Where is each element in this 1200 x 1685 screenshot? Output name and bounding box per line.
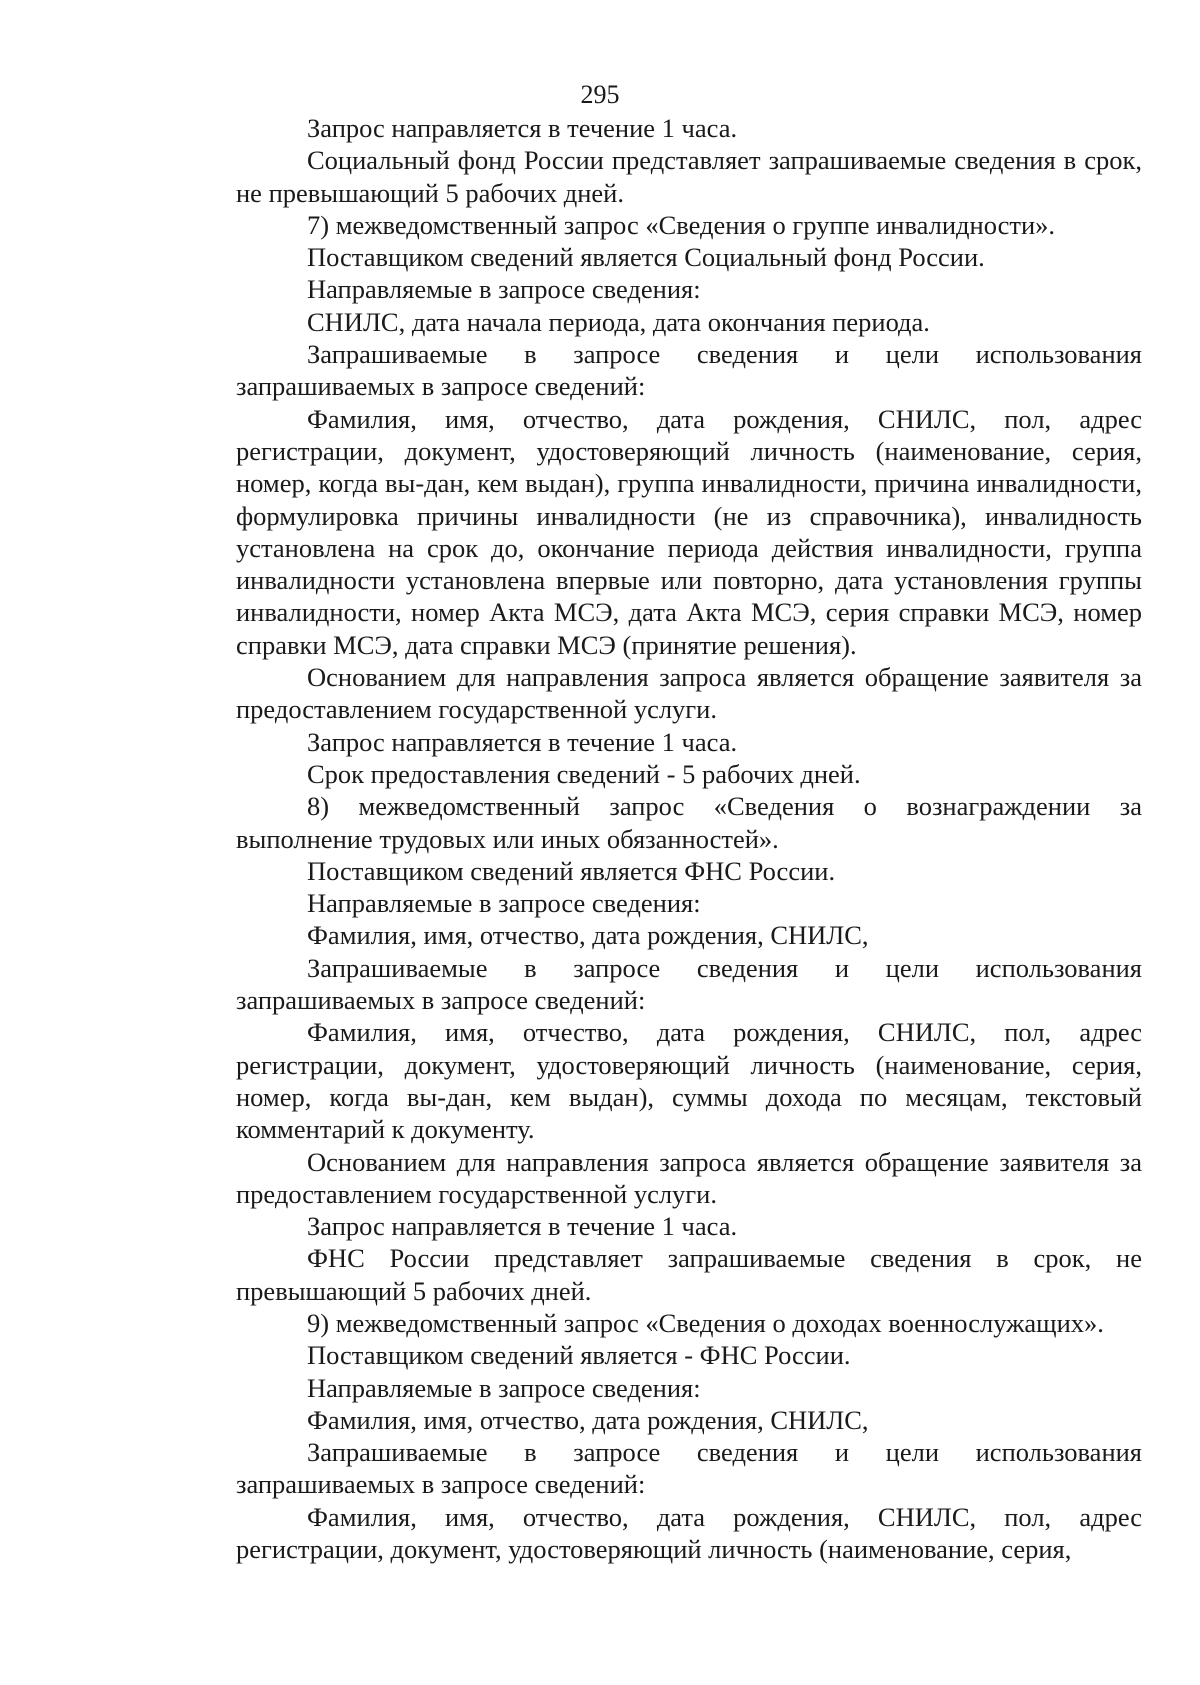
paragraph: СНИЛС, дата начала периода, дата окончания периода. — [307, 306, 930, 337]
page-number: 295 — [580, 80, 620, 109]
paragraph: Фамилия, имя, отчество, дата рождения, СНИЛС, пол, адрес регистрации, документ, удостоверяющий личность (наименование, серия, — [236, 1501, 1142, 1565]
paragraph: Направляемые в запросе сведения: — [307, 888, 701, 919]
paragraph: 9) межведомственный запрос «Сведения о доходах военнослужащих». — [307, 1307, 1104, 1338]
paragraph: Направляемые в запросе сведения: — [307, 1372, 701, 1403]
paragraph: Запрос направляется в течение 1 часа. — [307, 726, 738, 757]
paragraph: 7) межведомственный запрос «Сведения о группе инвалидности». — [307, 209, 1056, 240]
paragraph: Поставщиком сведений является - ФНС России. — [307, 1340, 851, 1371]
document-body — [236, 112, 1142, 1565]
paragraph: Фамилия, имя, отчество, дата рождения, СНИЛС, — [307, 1404, 869, 1435]
paragraph: Срок предоставления сведений - 5 рабочих дней. — [307, 758, 861, 789]
paragraph: Поставщиком сведений является ФНС России. — [307, 855, 836, 886]
paragraph: Фамилия, имя, отчество, дата рождения, СНИЛС, — [307, 920, 869, 951]
paragraph: Основанием для направления запроса является обращение заявителя за предоставлением государственной услуги. — [236, 662, 1142, 725]
paragraph: ФНС России представляет запрашиваемые сведения в срок, не превышающий 5 рабочих дней. — [236, 1243, 1142, 1306]
paragraph: 8) межведомственный запрос «Сведения о вознаграждении за выполнение трудовых или иных обязанностей». — [236, 791, 1142, 854]
paragraph: Фамилия, имя, отчество, дата рождения, СНИЛС, пол, адрес регистрации, документ, удостоверяющий личность (наименование, серия, номер, когда вы-дан, кем выдан), группа инвалидности, причина инвалидности, формулировка причины инвалидности (не из справочника), инвалидность установлена на срок до, окончание периода действия инвалидности, группа инвалидности установлена впервые или повторно, дата установления группы инвалидности, номер Акта МСЭ, дата Акта МСЭ, серия справки МСЭ, номер справки МСЭ, дата справки МСЭ (принятие решения). — [236, 403, 1142, 660]
paragraph: Запрос направляется в течение 1 часа. — [307, 113, 738, 143]
paragraph: Основанием для направления запроса является обращение заявителя за предоставлением государственной услуги. — [236, 1146, 1142, 1209]
paragraph: Фамилия, имя, отчество, дата рождения, СНИЛС, пол, адрес регистрации, документ, удостоверяющий личность (наименование, серия, номер, когда вы-дан, кем выдан), суммы дохода по месяцам, текстовый комментарий к документу. — [236, 1017, 1142, 1145]
paragraph: Социальный фонд России представляет запрашиваемые сведения в срок, не превышающий 5 рабочих дней. — [236, 145, 1142, 208]
paragraph: Поставщиком сведений является Социальный фонд России. — [307, 242, 985, 273]
paragraph: Запрос направляется в течение 1 часа. — [307, 1211, 738, 1242]
paragraph: Запрашиваемые в запросе сведения и цели использования запрашиваемых в запросе сведений: — [236, 339, 1142, 402]
paragraph: Запрашиваемые в запросе сведения и цели использования запрашиваемых в запросе сведений: — [236, 1437, 1142, 1500]
paragraph: Направляемые в запросе сведения: — [307, 274, 701, 305]
paragraph: Запрашиваемые в запросе сведения и цели использования запрашиваемых в запросе сведений: — [236, 952, 1142, 1016]
